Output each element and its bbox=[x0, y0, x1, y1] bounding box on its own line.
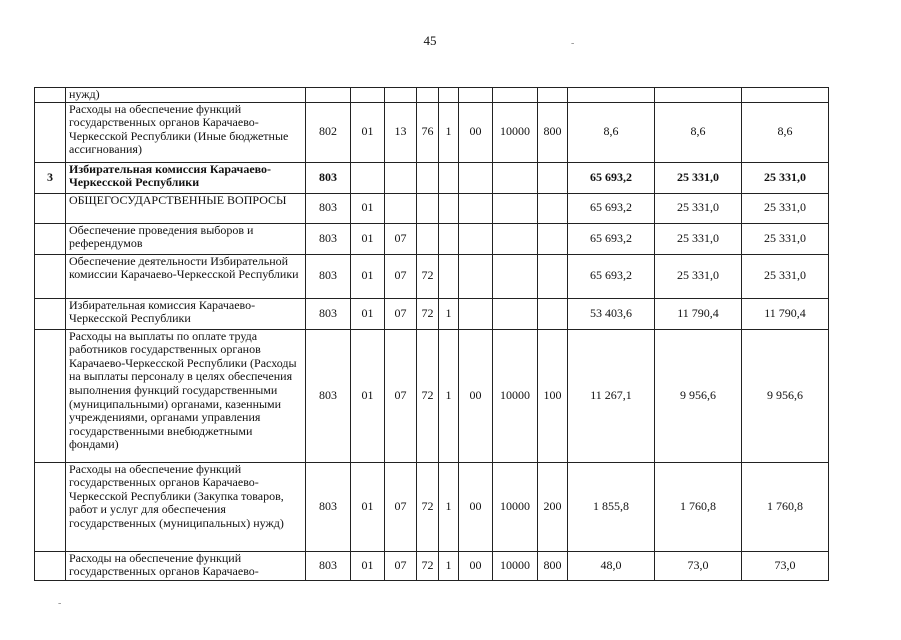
section-cell: 01 bbox=[351, 551, 385, 580]
scan-mark: - bbox=[571, 38, 575, 49]
event-cell bbox=[459, 254, 493, 298]
amount-year3-cell bbox=[742, 88, 829, 103]
expense-type-cell bbox=[538, 88, 568, 103]
section-cell: 01 bbox=[351, 329, 385, 462]
program-cell bbox=[417, 162, 439, 193]
expense-direction-cell: 10000 bbox=[493, 102, 538, 162]
amount-year3-cell: 1 760,8 bbox=[742, 462, 829, 551]
amount-year3-cell: 25 331,0 bbox=[742, 193, 829, 223]
ministry-code-cell: 803 bbox=[306, 193, 351, 223]
subsection-cell: 07 bbox=[385, 298, 417, 329]
expense-type-cell bbox=[538, 298, 568, 329]
item-name-cell: Обеспечение деятельности Избирательной комиссии Карачаево-Черкесской Республики bbox=[66, 254, 306, 298]
event-cell: 00 bbox=[459, 462, 493, 551]
table-row bbox=[35, 462, 829, 551]
ministry-code-cell: 803 bbox=[306, 254, 351, 298]
table-row bbox=[35, 254, 829, 298]
subprogram-cell bbox=[439, 193, 459, 223]
amount-year2-cell bbox=[655, 88, 742, 103]
ministry-code-cell: 803 bbox=[306, 223, 351, 254]
ministry-code-cell: 803 bbox=[306, 298, 351, 329]
subsection-cell: 07 bbox=[385, 551, 417, 580]
amount-year2-cell: 73,0 bbox=[655, 551, 742, 580]
table-row bbox=[35, 193, 829, 223]
amount-year3-cell: 73,0 bbox=[742, 551, 829, 580]
program-cell: 72 bbox=[417, 254, 439, 298]
ministry-code-cell: 803 bbox=[306, 162, 351, 193]
table-row bbox=[35, 329, 829, 462]
section-cell: 01 bbox=[351, 102, 385, 162]
expense-type-cell bbox=[538, 193, 568, 223]
subprogram-cell: 1 bbox=[439, 462, 459, 551]
section-cell: 01 bbox=[351, 223, 385, 254]
expense-type-cell: 100 bbox=[538, 329, 568, 462]
expense-type-cell bbox=[538, 223, 568, 254]
table-row bbox=[35, 298, 829, 329]
section-cell bbox=[351, 88, 385, 103]
amount-year1-cell: 65 693,2 bbox=[568, 193, 655, 223]
amount-year2-cell: 25 331,0 bbox=[655, 254, 742, 298]
section-cell bbox=[351, 162, 385, 193]
amount-year2-cell: 11 790,4 bbox=[655, 298, 742, 329]
item-name-cell: Избирательная комиссия Карачаево-Черкесской Республики bbox=[66, 298, 306, 329]
ministry-code-cell: 803 bbox=[306, 329, 351, 462]
item-name-cell: Избирательная комиссия Карачаево-Черкесской Республики bbox=[66, 162, 306, 193]
scan-mark: - bbox=[58, 598, 62, 609]
amount-year2-cell: 25 331,0 bbox=[655, 193, 742, 223]
amount-year1-cell: 48,0 bbox=[568, 551, 655, 580]
subsection-cell bbox=[385, 193, 417, 223]
program-cell bbox=[417, 88, 439, 103]
expense-type-cell bbox=[538, 254, 568, 298]
expense-direction-cell bbox=[493, 298, 538, 329]
amount-year1-cell: 65 693,2 bbox=[568, 254, 655, 298]
expense-type-cell bbox=[538, 162, 568, 193]
amount-year1-cell bbox=[568, 88, 655, 103]
amount-year1-cell: 65 693,2 bbox=[568, 162, 655, 193]
section-cell: 01 bbox=[351, 298, 385, 329]
expense-type-cell: 800 bbox=[538, 551, 568, 580]
table-row bbox=[35, 223, 829, 254]
amount-year1-cell: 1 855,8 bbox=[568, 462, 655, 551]
item-name-cell: нужд) bbox=[66, 88, 306, 103]
event-cell bbox=[459, 193, 493, 223]
program-cell bbox=[417, 193, 439, 223]
subprogram-cell: 1 bbox=[439, 102, 459, 162]
subprogram-cell bbox=[439, 254, 459, 298]
expense-direction-cell: 10000 bbox=[493, 551, 538, 580]
row-number-cell bbox=[35, 193, 66, 223]
subprogram-cell: 1 bbox=[439, 329, 459, 462]
amount-year1-cell: 11 267,1 bbox=[568, 329, 655, 462]
amount-year2-cell: 8,6 bbox=[655, 102, 742, 162]
page-number: 45 bbox=[423, 33, 437, 48]
row-number-cell bbox=[35, 462, 66, 551]
row-number-cell bbox=[35, 329, 66, 462]
subprogram-cell: 1 bbox=[439, 551, 459, 580]
expense-direction-cell bbox=[493, 223, 538, 254]
item-name-cell: Расходы на обеспечение функций государственных органов Карачаево-Черкесской Республики (Закупка товаров, работ и услуг для обеспечения государственных (муниципальных) нужд) bbox=[66, 462, 306, 551]
event-cell: 00 bbox=[459, 102, 493, 162]
amount-year1-cell: 65 693,2 bbox=[568, 223, 655, 254]
row-number-cell bbox=[35, 298, 66, 329]
budget-table bbox=[34, 87, 829, 581]
item-name-cell: ОБЩЕГОСУДАРСТВЕННЫЕ ВОПРОСЫ bbox=[66, 193, 306, 223]
item-name-cell: Обеспечение проведения выборов и референдумов bbox=[66, 223, 306, 254]
event-cell bbox=[459, 162, 493, 193]
table-row bbox=[35, 551, 829, 580]
item-name-cell: Расходы на выплаты по оплате труда работников государственных органов Карачаево-Черкесской Республики (Расходы на выплаты персоналу в целях обеспечения выполнения функций государственными (муниципальными) органами, казенными учреждениями, органами управления государственными внебюджетными фондами) bbox=[66, 329, 306, 462]
item-name-cell: Расходы на обеспечение функций государственных органов Карачаево- bbox=[66, 551, 306, 580]
amount-year3-cell: 8,6 bbox=[742, 102, 829, 162]
ministry-code-cell bbox=[306, 88, 351, 103]
event-cell: 00 bbox=[459, 551, 493, 580]
expense-type-cell: 200 bbox=[538, 462, 568, 551]
program-cell bbox=[417, 223, 439, 254]
amount-year2-cell: 25 331,0 bbox=[655, 223, 742, 254]
subprogram-cell bbox=[439, 88, 459, 103]
expense-direction-cell bbox=[493, 88, 538, 103]
program-cell: 72 bbox=[417, 551, 439, 580]
amount-year2-cell: 1 760,8 bbox=[655, 462, 742, 551]
expense-direction-cell bbox=[493, 162, 538, 193]
subprogram-cell bbox=[439, 223, 459, 254]
subprogram-cell bbox=[439, 162, 459, 193]
amount-year1-cell: 8,6 bbox=[568, 102, 655, 162]
row-number-cell bbox=[35, 551, 66, 580]
amount-year3-cell: 25 331,0 bbox=[742, 223, 829, 254]
row-number-cell: 3 bbox=[35, 162, 66, 193]
expense-type-cell: 800 bbox=[538, 102, 568, 162]
amount-year2-cell: 25 331,0 bbox=[655, 162, 742, 193]
expense-direction-cell: 10000 bbox=[493, 462, 538, 551]
program-cell: 76 bbox=[417, 102, 439, 162]
section-cell: 01 bbox=[351, 254, 385, 298]
amount-year2-cell: 9 956,6 bbox=[655, 329, 742, 462]
expense-direction-cell bbox=[493, 193, 538, 223]
amount-year1-cell: 53 403,6 bbox=[568, 298, 655, 329]
amount-year3-cell: 25 331,0 bbox=[742, 254, 829, 298]
section-cell: 01 bbox=[351, 462, 385, 551]
event-cell bbox=[459, 223, 493, 254]
event-cell: 00 bbox=[459, 329, 493, 462]
row-number-cell bbox=[35, 223, 66, 254]
amount-year3-cell: 9 956,6 bbox=[742, 329, 829, 462]
table-row bbox=[35, 88, 829, 103]
subsection-cell: 07 bbox=[385, 329, 417, 462]
row-number-cell bbox=[35, 102, 66, 162]
amount-year3-cell: 25 331,0 bbox=[742, 162, 829, 193]
event-cell bbox=[459, 88, 493, 103]
ministry-code-cell: 803 bbox=[306, 462, 351, 551]
subsection-cell bbox=[385, 88, 417, 103]
expense-direction-cell bbox=[493, 254, 538, 298]
expense-direction-cell: 10000 bbox=[493, 329, 538, 462]
amount-year3-cell: 11 790,4 bbox=[742, 298, 829, 329]
row-number-cell bbox=[35, 254, 66, 298]
subsection-cell: 07 bbox=[385, 254, 417, 298]
subsection-cell: 07 bbox=[385, 223, 417, 254]
event-cell bbox=[459, 298, 493, 329]
table-row bbox=[35, 162, 829, 193]
item-name-cell: Расходы на обеспечение функций государственных органов Карачаево-Черкесской Республики (Иные бюджетные ассигнования) bbox=[66, 102, 306, 162]
table-row bbox=[35, 102, 829, 162]
section-cell: 01 bbox=[351, 193, 385, 223]
subprogram-cell: 1 bbox=[439, 298, 459, 329]
program-cell: 72 bbox=[417, 462, 439, 551]
row-number-cell bbox=[35, 88, 66, 103]
program-cell: 72 bbox=[417, 329, 439, 462]
ministry-code-cell: 803 bbox=[306, 551, 351, 580]
subsection-cell: 13 bbox=[385, 102, 417, 162]
ministry-code-cell: 802 bbox=[306, 102, 351, 162]
subsection-cell bbox=[385, 162, 417, 193]
subsection-cell: 07 bbox=[385, 462, 417, 551]
program-cell: 72 bbox=[417, 298, 439, 329]
